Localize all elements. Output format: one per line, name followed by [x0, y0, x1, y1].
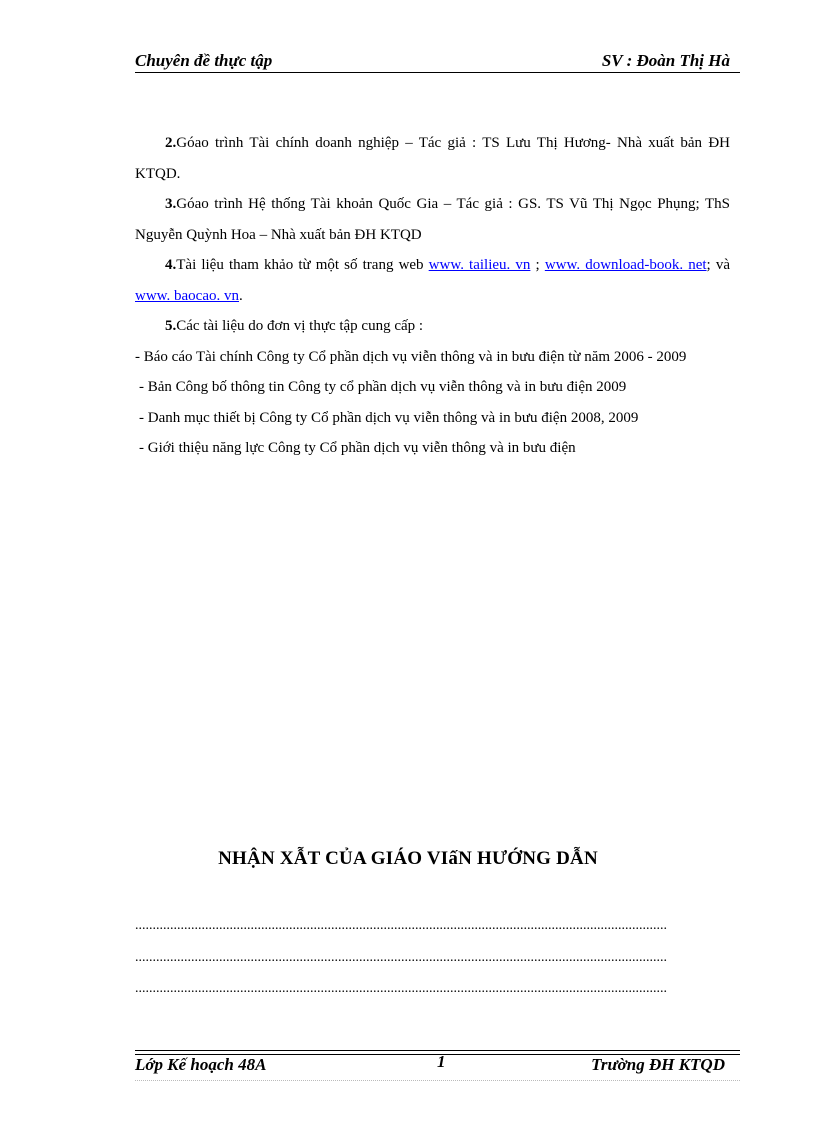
- reference-text: Góao trình Hệ thống Tài khoản Quốc Gia – Tác giả : GS. TS Vũ Thị Ngọc Phụng; ThS Nguyễn Quỳnh Hoa – Nhà xuất bản ĐH KTQD: [135, 196, 730, 243]
- comment-line: ........................................................................................................................................................: [135, 918, 667, 933]
- page-number: 1: [437, 1052, 446, 1071]
- footer-class: Lớp Kế hoạch 48A: [135, 1055, 267, 1074]
- reference-item: [135, 250, 730, 311]
- comment-line: ........................................................................................................................................................: [135, 950, 667, 965]
- header-rule: [135, 72, 740, 73]
- link-tailieu[interactable]: www. tailieu. vn: [428, 257, 531, 273]
- comment-title: NHẬN XẪT CỦA GIÁO VIấN HƯỚNG DẪN: [218, 848, 598, 869]
- reference-text: Góao trình Tài chính doanh nghiệp – Tác giả : TS Lưu Thị Hương- Nhà xuất bản ĐH KTQD.: [135, 135, 730, 182]
- reference-number: 2.: [165, 135, 177, 151]
- link-baocao[interactable]: www. baocao. vn: [135, 287, 239, 304]
- doc-item: - Bản Công bố thông tin Công ty cổ phần dịch vụ viễn thông và in bưu điện 2009: [139, 379, 627, 395]
- footer-school: Trường ĐH KTQD: [591, 1055, 725, 1074]
- reference-item: [135, 128, 730, 189]
- separator: ;: [530, 257, 545, 273]
- reference-number: 4.: [165, 257, 177, 273]
- document-body: [135, 128, 730, 464]
- footer-rule: [135, 1080, 740, 1081]
- link-download-book[interactable]: www. download-book. net: [544, 257, 707, 273]
- reference-item: [135, 311, 730, 342]
- reference-number: 3.: [165, 196, 177, 212]
- reference-text: Các tài liệu do đơn vị thực tập cung cấp :: [176, 318, 424, 334]
- reference-number: 5.: [165, 318, 177, 334]
- header-student: SV : Đoàn Thị Hà: [601, 51, 730, 70]
- footer-rule: [135, 1050, 740, 1051]
- page-header: [135, 49, 740, 73]
- reference-text: Tài liệu tham khảo từ một số trang web: [176, 257, 429, 273]
- page-footer: [135, 1052, 740, 1079]
- header-topic: Chuyên đề thực tập: [135, 51, 273, 70]
- doc-item: - Danh mục thiết bị Công ty Cổ phần dịch vụ viễn thông và in bưu điện 2008, 2009: [139, 409, 639, 426]
- comment-line: ........................................................................................................................................................: [135, 981, 667, 996]
- reference-item: [135, 189, 730, 250]
- separator: ; và: [706, 257, 730, 273]
- doc-item: - Giới thiệu năng lực Công ty Cổ phần dịch vụ viễn thông và in bưu điện: [139, 440, 576, 456]
- doc-item: - Báo cáo Tài chính Công ty Cổ phần dịch vụ viễn thông và in bưu điện từ năm 2006 - 2009: [135, 348, 687, 365]
- period: .: [239, 287, 243, 304]
